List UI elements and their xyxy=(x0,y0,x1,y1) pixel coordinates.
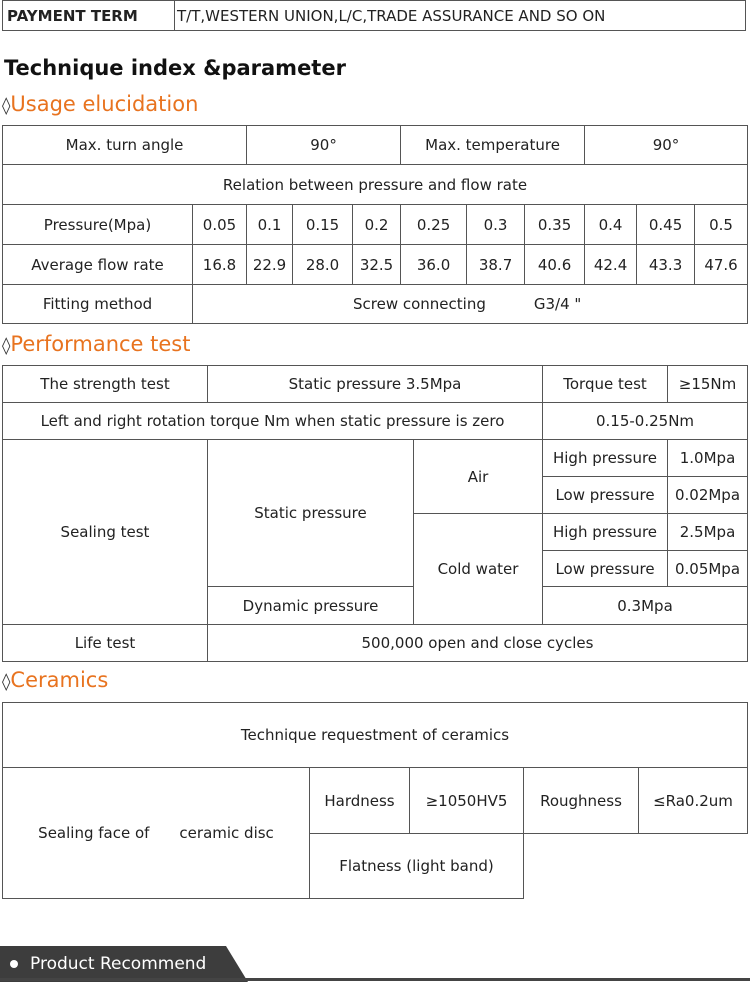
hardness-value: ≥1050HV5 xyxy=(410,768,524,834)
max-turn-label: Max. turn angle xyxy=(3,126,247,165)
roughness-label: Roughness xyxy=(524,768,639,834)
diamond-icon: ◊ xyxy=(2,96,11,116)
pressure-cell: 0.2 xyxy=(353,205,401,245)
pressure-label: Pressure(Mpa) xyxy=(3,205,193,245)
static-pressure-label: Static pressure xyxy=(208,440,414,587)
air-high-value: 1.0Mpa xyxy=(668,440,748,477)
dynamic-pressure-label: Dynamic pressure xyxy=(208,587,414,625)
sealing-face-text-a: Sealing face of xyxy=(38,824,150,842)
relation-title: Relation between pressure and flow rate xyxy=(3,165,748,205)
max-temp-label: Max. temperature xyxy=(401,126,585,165)
rotation-value: 0.15-0.25Nm xyxy=(543,403,748,440)
diamond-icon: ◊ xyxy=(2,672,11,692)
fitting-method-text: Screw connecting xyxy=(353,295,486,313)
air-low-value: 0.02Mpa xyxy=(668,477,748,514)
air-label: Air xyxy=(414,440,543,514)
payment-term-value: T/T,WESTERN UNION,L/C,TRADE ASSURANCE AND SO ON xyxy=(175,1,746,31)
pressure-cell: 0.15 xyxy=(293,205,353,245)
recommend-underline xyxy=(0,978,750,981)
strength-value: Static pressure 3.5Mpa xyxy=(208,366,543,403)
sealing-face-text-b: ceramic disc xyxy=(179,824,274,842)
pressure-cell: 0.05 xyxy=(193,205,247,245)
pressure-cell: 0.4 xyxy=(585,205,637,245)
flow-cell: 36.0 xyxy=(401,245,467,285)
flow-cell: 38.7 xyxy=(467,245,525,285)
pressure-cell: 0.3 xyxy=(467,205,525,245)
max-temp-value: 90° xyxy=(585,126,748,165)
flow-cell: 42.4 xyxy=(585,245,637,285)
flow-cell: 16.8 xyxy=(193,245,247,285)
pressure-cell: 0.1 xyxy=(247,205,293,245)
performance-title-text: Performance test xyxy=(10,332,191,356)
ceramics-table xyxy=(2,702,748,899)
payment-table xyxy=(2,0,746,31)
water-low-label: Low pressure xyxy=(543,551,668,587)
dynamic-pressure-value: 0.3Mpa xyxy=(543,587,748,625)
flatness-label: Flatness (light band) xyxy=(310,834,524,899)
bullet-icon xyxy=(10,960,18,968)
ceramics-request-title: Technique requestment of ceramics xyxy=(3,703,748,768)
torque-value: ≥15Nm xyxy=(668,366,748,403)
performance-section-title xyxy=(2,332,191,356)
life-test-value: 500,000 open and close cycles xyxy=(208,625,748,662)
air-high-label: High pressure xyxy=(543,440,668,477)
cold-water-label: Cold water xyxy=(414,514,543,625)
rotation-label: Left and right rotation torque Nm when static pressure is zero xyxy=(3,403,543,440)
air-low-label: Low pressure xyxy=(543,477,668,514)
life-test-label: Life test xyxy=(3,625,208,662)
roughness-value: ≤Ra0.2um xyxy=(639,768,748,834)
strength-label: The strength test xyxy=(3,366,208,403)
ceramics-section-title xyxy=(2,668,108,692)
flow-cell: 43.3 xyxy=(637,245,695,285)
hardness-label: Hardness xyxy=(310,768,410,834)
usage-table xyxy=(2,125,748,324)
water-high-label: High pressure xyxy=(543,514,668,551)
flow-cell: 28.0 xyxy=(293,245,353,285)
flow-cell: 47.6 xyxy=(695,245,748,285)
ceramics-title-text: Ceramics xyxy=(10,668,109,692)
pressure-cell: 0.5 xyxy=(695,205,748,245)
pressure-cell: 0.45 xyxy=(637,205,695,245)
water-high-value: 2.5Mpa xyxy=(668,514,748,551)
usage-section-title xyxy=(2,92,198,116)
product-recommend-label: Product Recommend xyxy=(30,954,207,974)
max-turn-value: 90° xyxy=(247,126,401,165)
fitting-thread-text: G3/4 " xyxy=(533,295,582,313)
technique-heading: Technique index &parameter xyxy=(4,56,346,80)
flow-label: Average flow rate xyxy=(3,245,193,285)
performance-table xyxy=(2,365,748,662)
flow-cell: 32.5 xyxy=(353,245,401,285)
pressure-cell: 0.35 xyxy=(525,205,585,245)
sealing-label: Sealing test xyxy=(3,440,208,625)
pressure-cell: 0.25 xyxy=(401,205,467,245)
torque-label: Torque test xyxy=(543,366,668,403)
flatness-value xyxy=(524,834,748,899)
flow-cell: 22.9 xyxy=(247,245,293,285)
usage-title-text: Usage elucidation xyxy=(10,92,199,116)
diamond-icon: ◊ xyxy=(2,336,11,356)
payment-term-label: PAYMENT TERM xyxy=(3,1,175,31)
fitting-label: Fitting method xyxy=(3,285,193,324)
flow-cell: 40.6 xyxy=(525,245,585,285)
fitting-value xyxy=(193,285,748,324)
sealing-face-label xyxy=(3,768,310,899)
water-low-value: 0.05Mpa xyxy=(668,551,748,587)
